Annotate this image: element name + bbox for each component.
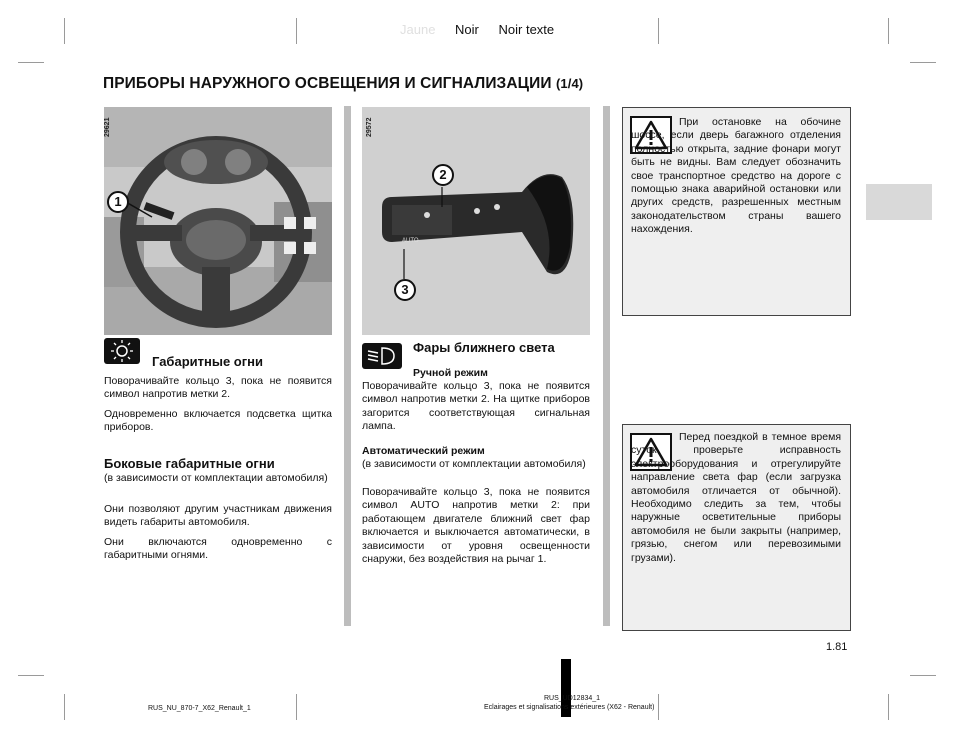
crop-mark — [296, 694, 297, 720]
crop-mark — [64, 694, 65, 720]
manual-mode-text: Поворачивайте кольцо 3, пока не появится символ напротив метки 2. На щитке приборов загорится соответствующая сигнальная лампа. — [362, 380, 590, 433]
crop-mark — [64, 18, 65, 44]
auto-mode-title: Автоматический режим — [362, 445, 485, 457]
warning-text-1: При остановке на обочине шоссе, если дверь багажного отделения полностью открыта, задние фонари могут быть не видны. Вам следует обозначить свое транспортное средство на дороге с помощью знака аварийной остановки или других средств, разрешенных местным законодательством страны вашего нахождения. — [631, 116, 841, 236]
parking-lights-title: Габаритные огни — [152, 354, 263, 369]
footer-section-desc: Eclairages et signalisations extérieures (X62 - Renault) — [484, 704, 655, 711]
chapter-tab — [866, 184, 932, 220]
color-label-noir-texte: Noir texte — [498, 22, 555, 37]
side-lights-title: Боковые габаритные огни — [104, 456, 275, 471]
warning-text-2: Перед поездкой в темное время суток проверьте исправность электрооборудования и отрегулируйте направление света фар (если загрузка автомобиля отличается от обычной). Необходимо следить за тем, чтобы наружные осветительные приборы автомобиля не были закрыты (например, грязью, снегом или перевозимыми грузами). — [631, 431, 841, 564]
image-reference-left: 29621 — [104, 117, 111, 137]
page-title — [103, 75, 583, 93]
warning-box-1 — [622, 107, 851, 316]
light-stalk-illustration — [362, 107, 590, 335]
dipped-beam-title: Фары ближнего света — [413, 340, 555, 355]
auto-mode-text-1: (в зависимости от комплектации автомобиля) — [362, 458, 586, 470]
page-title-main: ПРИБОРЫ НАРУЖНОГО ОСВЕЩЕНИЯ И СИГНАЛИЗАЦИИ — [103, 75, 552, 92]
crop-mark — [18, 675, 44, 676]
steering-wheel-illustration — [104, 107, 332, 335]
crop-mark — [658, 694, 659, 720]
side-lights-text-1: (в зависимости от комплектации автомобиля) — [104, 472, 328, 484]
footer-doc-code: RUS_NU_870-7_X62_Renault_1 — [148, 705, 251, 712]
steering-wheel-photo — [104, 107, 332, 335]
color-label-noir: Noir — [455, 22, 479, 37]
auto-mode-text-2: Поворачивайте кольцо 3, пока не появится символ AUTO напротив метки 2: при работающем двигателе ближний свет фар включается и выключается автоматически, в зависимости от уровня освещенности снаружи, без воздействия на рычаг 1. — [362, 486, 590, 566]
column-divider — [603, 106, 610, 626]
light-stalk-photo — [362, 107, 590, 335]
callout-1: 1 — [107, 191, 129, 213]
warning-box-2 — [622, 424, 851, 631]
footer-section-code: RUS_UD12834_1 — [544, 695, 601, 702]
svg-text:AUTO: AUTO — [402, 238, 419, 244]
column-divider — [344, 106, 351, 626]
crop-mark — [888, 694, 889, 720]
crop-mark — [910, 62, 936, 63]
callout-2: 2 — [432, 164, 454, 186]
parking-lights-text-1: Поворачивайте кольцо 3, пока не появится символ напротив метки 2. — [104, 375, 332, 401]
color-separation-labels — [400, 22, 570, 37]
dipped-beam-icon — [362, 343, 402, 369]
crop-mark — [18, 62, 44, 63]
callout-3: 3 — [394, 279, 416, 301]
page-title-suffix: (1/4) — [556, 76, 584, 91]
image-reference-right: 29572 — [366, 117, 373, 137]
crop-mark — [910, 675, 936, 676]
manual-mode-title: Ручной режим — [413, 367, 488, 379]
side-lights-text-2: Они позволяют другим участникам движения видеть габариты автомобиля. — [104, 503, 332, 529]
page-number: 1.81 — [826, 641, 848, 653]
crop-mark — [658, 18, 659, 44]
color-label-jaune: Jaune — [400, 22, 436, 37]
side-lights-text-3: Они включаются одновременно с габаритными огнями. — [104, 536, 332, 562]
parking-lights-text-2: Одновременно включается подсветка щитка приборов. — [104, 408, 332, 434]
crop-mark — [888, 18, 889, 44]
parking-lights-icon — [104, 338, 140, 364]
crop-mark — [296, 18, 297, 44]
